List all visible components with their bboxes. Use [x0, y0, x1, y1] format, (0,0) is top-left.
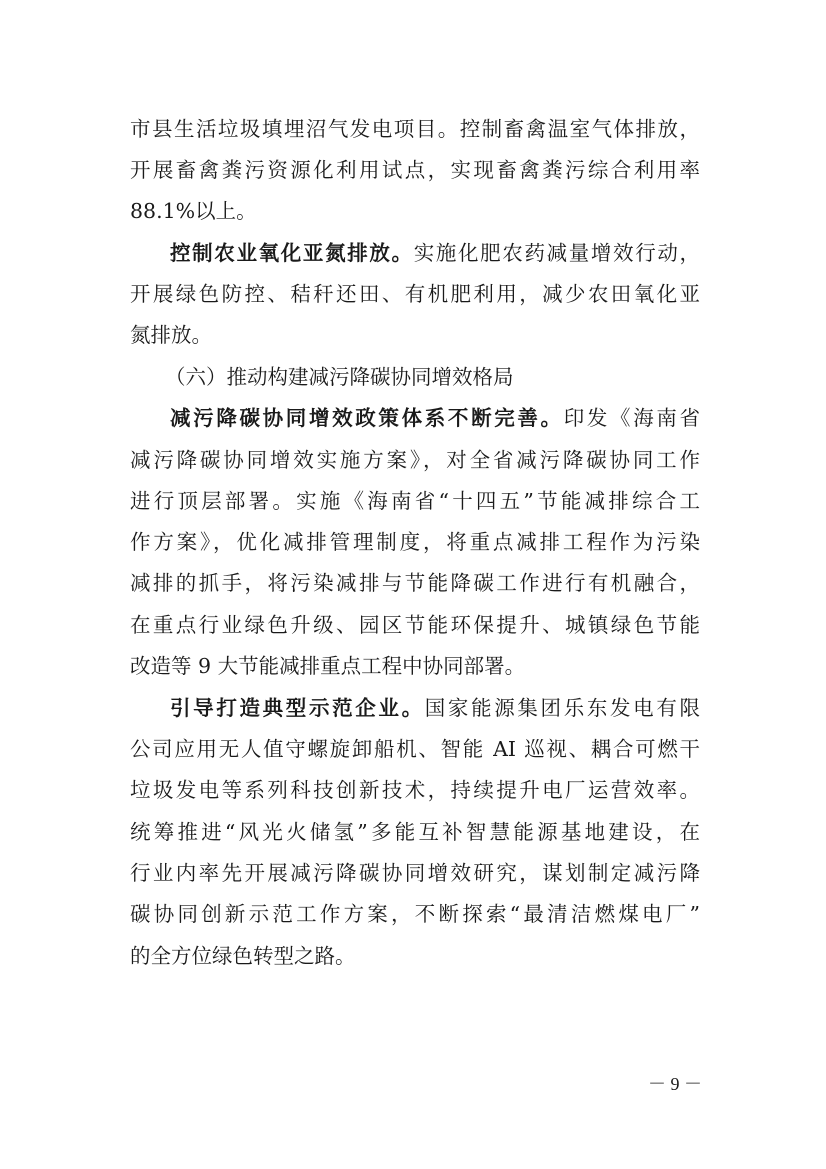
paragraph-lead-heading: 引导打造典型示范企业。 — [170, 696, 425, 720]
section-heading: （六）推动构建减污降碳协同增效格局 — [165, 365, 514, 389]
page-number: － 9 － — [648, 1074, 702, 1094]
text-line: 的全方位绿色转型之路。 — [130, 944, 356, 968]
text-span: 实施化肥农药减量增效行动， — [413, 241, 701, 265]
text-line: 垃圾发电等系列科技创新技术，持续提升电厂运营效率。 — [130, 778, 700, 802]
text-line: 改造等 9 大节能减排重点工程中协同部署。 — [130, 654, 526, 678]
text-line: 开展畜禽粪污资源化利用试点，实现畜禽粪污综合利用率 — [130, 158, 700, 182]
paragraph-lead-heading: 控制农业氧化亚氮排放。 — [170, 241, 414, 265]
text-line: 氮排放。 — [130, 323, 212, 347]
text-line: 统筹推进“风光火储氢”多能互补智慧能源基地建设，在 — [130, 820, 700, 844]
text-line — [170, 241, 700, 265]
text-span: 国家能源集团乐东发电有限 — [424, 696, 700, 720]
text-line: 减排的抓手，将污染减排与节能降碳工作进行有机融合， — [130, 571, 700, 595]
text-line: 进行顶层部署。实施《海南省“十四五”节能减排综合工 — [130, 489, 700, 513]
text-line: 减污降碳协同增效实施方案》，对全省减污降碳协同工作 — [130, 448, 700, 472]
text-line: 行业内率先开展减污降碳协同增效研究，谋划制定减污降 — [130, 861, 700, 885]
text-line: 碳协同创新示范工作方案，不断探索“最清洁燃煤电厂” — [130, 902, 700, 926]
text-line: 在重点行业绿色升级、园区节能环保提升、城镇绿色节能 — [130, 613, 700, 637]
text-line: 88.1%以上。 — [130, 199, 257, 223]
text-line: 市县生活垃圾填埋沼气发电项目。控制畜禽温室气体排放， — [130, 117, 700, 141]
text-line — [170, 406, 700, 430]
text-line — [170, 696, 700, 720]
text-line: 公司应用无人值守螺旋卸船机、智能 AI 巡视、耦合可燃干 — [130, 737, 700, 761]
paragraph-lead-heading: 减污降碳协同增效政策体系不断完善。 — [170, 406, 564, 430]
text-span: 印发《海南省 — [563, 406, 701, 430]
text-line: 作方案》，优化减排管理制度，将重点减排工程作为污染 — [130, 530, 700, 554]
text-line: 开展绿色防控、秸秆还田、有机肥利用，减少农田氧化亚 — [130, 282, 700, 306]
